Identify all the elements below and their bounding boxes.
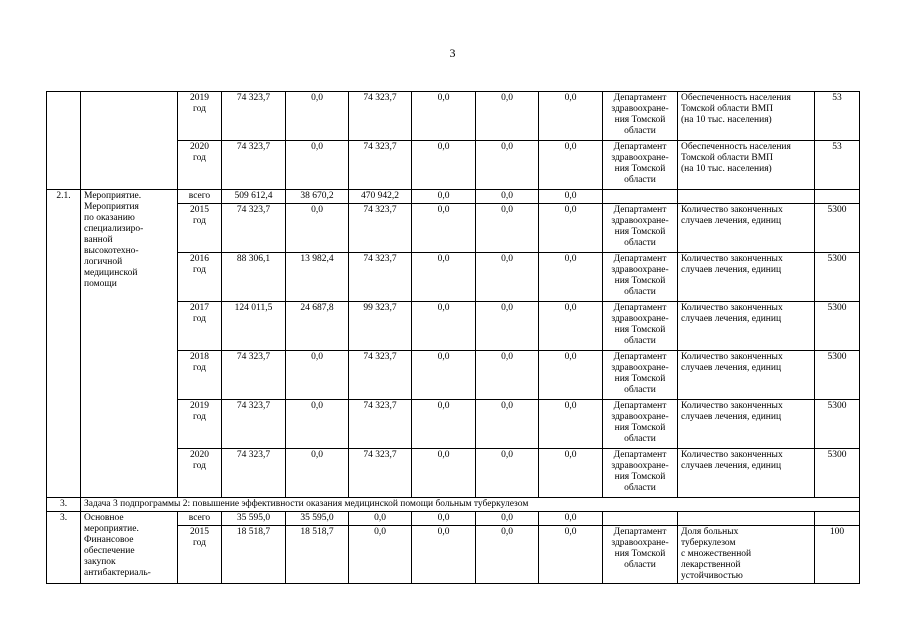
federal-cell: 18 518,7: [286, 526, 349, 584]
executor-cell: Департамент здравоохране- ния Томской области: [603, 204, 678, 253]
federal-cell: 24 687,8: [286, 302, 349, 351]
result-value-cell: 5300: [815, 400, 860, 449]
executor-cell: Департамент здравоохране- ния Томской области: [603, 253, 678, 302]
federal-cell: 0,0: [286, 204, 349, 253]
activity-name-cell: Мероприятие. Мероприятия по оказанию специализиро- ванной высокотехно- логичной медицинской помощи: [81, 190, 178, 498]
executor-cell: Департамент здравоохране- ния Томской области: [603, 141, 678, 190]
year-cell: всего: [178, 190, 222, 204]
program-table: [46, 91, 860, 584]
total-cell: 74 323,7: [222, 204, 286, 253]
row-number-cell: [47, 92, 81, 190]
result-name-cell: Обеспеченность населения Томской области ВМП (на 10 тыс. населения): [678, 92, 815, 141]
tfoms-cell: 0,0: [476, 302, 539, 351]
result-value-cell: 5300: [815, 302, 860, 351]
executor-cell: Департамент здравоохране- ния Томской области: [603, 449, 678, 498]
local-cell: 0,0: [412, 400, 476, 449]
other-cell: 0,0: [539, 141, 603, 190]
executor-cell: [603, 512, 678, 526]
year-cell: 2019 год: [178, 400, 222, 449]
result-name-cell: Количество законченных случаев лечения, единиц: [678, 400, 815, 449]
federal-cell: 0,0: [286, 400, 349, 449]
local-cell: 0,0: [412, 512, 476, 526]
task-row: [47, 498, 860, 512]
task-title-cell: Задача 3 подпрограммы 2: повышение эффективности оказания медицинской помощи больным туберкулезом: [81, 498, 860, 512]
activity-name-cell: Основное мероприятие. Финансовое обеспечение закупок антибактериаль-: [81, 512, 178, 584]
result-value-cell: 53: [815, 92, 860, 141]
local-cell: 0,0: [412, 141, 476, 190]
result-value-cell: 5300: [815, 253, 860, 302]
other-cell: 0,0: [539, 92, 603, 141]
total-row: [47, 190, 860, 204]
result-name-cell: Количество законченных случаев лечения, единиц: [678, 204, 815, 253]
tfoms-cell: 0,0: [476, 526, 539, 584]
regional-cell: 470 942,2: [349, 190, 412, 204]
other-cell: 0,0: [539, 512, 603, 526]
executor-cell: Департамент здравоохране- ния Томской области: [603, 526, 678, 584]
regional-cell: 74 323,7: [349, 141, 412, 190]
total-cell: 74 323,7: [222, 449, 286, 498]
other-cell: 0,0: [539, 204, 603, 253]
row-number-cell: 3.: [47, 512, 81, 584]
local-cell: 0,0: [412, 449, 476, 498]
other-cell: 0,0: [539, 253, 603, 302]
result-value-cell: 100: [815, 526, 860, 584]
result-name-cell: Количество законченных случаев лечения, единиц: [678, 253, 815, 302]
other-cell: 0,0: [539, 449, 603, 498]
total-cell: 509 612,4: [222, 190, 286, 204]
total-cell: 18 518,7: [222, 526, 286, 584]
federal-cell: 0,0: [286, 449, 349, 498]
result-value-cell: 5300: [815, 449, 860, 498]
year-cell: 2016 год: [178, 253, 222, 302]
local-cell: 0,0: [412, 190, 476, 204]
regional-cell: 0,0: [349, 512, 412, 526]
table-row: [47, 92, 860, 141]
total-cell: 74 323,7: [222, 92, 286, 141]
total-cell: 88 306,1: [222, 253, 286, 302]
local-cell: 0,0: [412, 351, 476, 400]
executor-cell: [603, 190, 678, 204]
result-name-cell: [678, 512, 815, 526]
result-name-cell: Обеспеченность населения Томской области ВМП (на 10 тыс. населения): [678, 141, 815, 190]
federal-cell: 13 982,4: [286, 253, 349, 302]
result-value-cell: [815, 190, 860, 204]
regional-cell: 74 323,7: [349, 204, 412, 253]
tfoms-cell: 0,0: [476, 400, 539, 449]
tfoms-cell: 0,0: [476, 253, 539, 302]
other-cell: 0,0: [539, 526, 603, 584]
other-cell: 0,0: [539, 302, 603, 351]
federal-cell: 0,0: [286, 351, 349, 400]
result-name-cell: Количество законченных случаев лечения, единиц: [678, 449, 815, 498]
year-cell: всего: [178, 512, 222, 526]
regional-cell: 74 323,7: [349, 449, 412, 498]
year-cell: 2020 год: [178, 141, 222, 190]
activity-name-cell: [81, 92, 178, 190]
federal-cell: 0,0: [286, 141, 349, 190]
federal-cell: 38 670,2: [286, 190, 349, 204]
local-cell: 0,0: [412, 92, 476, 141]
other-cell: 0,0: [539, 190, 603, 204]
result-name-cell: Доля больных туберкулезом с множественной лекарственной устойчивостью: [678, 526, 815, 584]
regional-cell: 74 323,7: [349, 351, 412, 400]
total-cell: 124 011,5: [222, 302, 286, 351]
page-number: 3: [449, 46, 456, 60]
year-cell: 2015 год: [178, 526, 222, 584]
result-value-cell: 5300: [815, 351, 860, 400]
regional-cell: 0,0: [349, 526, 412, 584]
executor-cell: Департамент здравоохране- ния Томской области: [603, 400, 678, 449]
federal-cell: 0,0: [286, 92, 349, 141]
other-cell: 0,0: [539, 400, 603, 449]
tfoms-cell: 0,0: [476, 92, 539, 141]
regional-cell: 74 323,7: [349, 253, 412, 302]
total-cell: 74 323,7: [222, 400, 286, 449]
federal-cell: 35 595,0: [286, 512, 349, 526]
total-cell: 35 595,0: [222, 512, 286, 526]
regional-cell: 74 323,7: [349, 92, 412, 141]
regional-cell: 99 323,7: [349, 302, 412, 351]
result-name-cell: Количество законченных случаев лечения, единиц: [678, 302, 815, 351]
tfoms-cell: 0,0: [476, 190, 539, 204]
tfoms-cell: 0,0: [476, 141, 539, 190]
total-cell: 74 323,7: [222, 141, 286, 190]
tfoms-cell: 0,0: [476, 351, 539, 400]
result-value-cell: 53: [815, 141, 860, 190]
local-cell: 0,0: [412, 253, 476, 302]
year-cell: 2015 год: [178, 204, 222, 253]
total-cell: 74 323,7: [222, 351, 286, 400]
year-cell: 2019 год: [178, 92, 222, 141]
result-name-cell: Количество законченных случаев лечения, единиц: [678, 351, 815, 400]
result-name-cell: [678, 190, 815, 204]
year-cell: 2018 год: [178, 351, 222, 400]
year-cell: 2017 год: [178, 302, 222, 351]
tfoms-cell: 0,0: [476, 512, 539, 526]
other-cell: 0,0: [539, 351, 603, 400]
year-cell: 2020 год: [178, 449, 222, 498]
row-number-cell: 2.1.: [47, 190, 81, 498]
tfoms-cell: 0,0: [476, 204, 539, 253]
executor-cell: Департамент здравоохране- ния Томской области: [603, 351, 678, 400]
total-row: [47, 512, 860, 526]
local-cell: 0,0: [412, 302, 476, 351]
executor-cell: Департамент здравоохране- ния Томской области: [603, 92, 678, 141]
result-value-cell: 5300: [815, 204, 860, 253]
regional-cell: 74 323,7: [349, 400, 412, 449]
result-value-cell: [815, 512, 860, 526]
local-cell: 0,0: [412, 526, 476, 584]
executor-cell: Департамент здравоохране- ния Томской области: [603, 302, 678, 351]
local-cell: 0,0: [412, 204, 476, 253]
row-number-cell: 3.: [47, 498, 81, 512]
tfoms-cell: 0,0: [476, 449, 539, 498]
